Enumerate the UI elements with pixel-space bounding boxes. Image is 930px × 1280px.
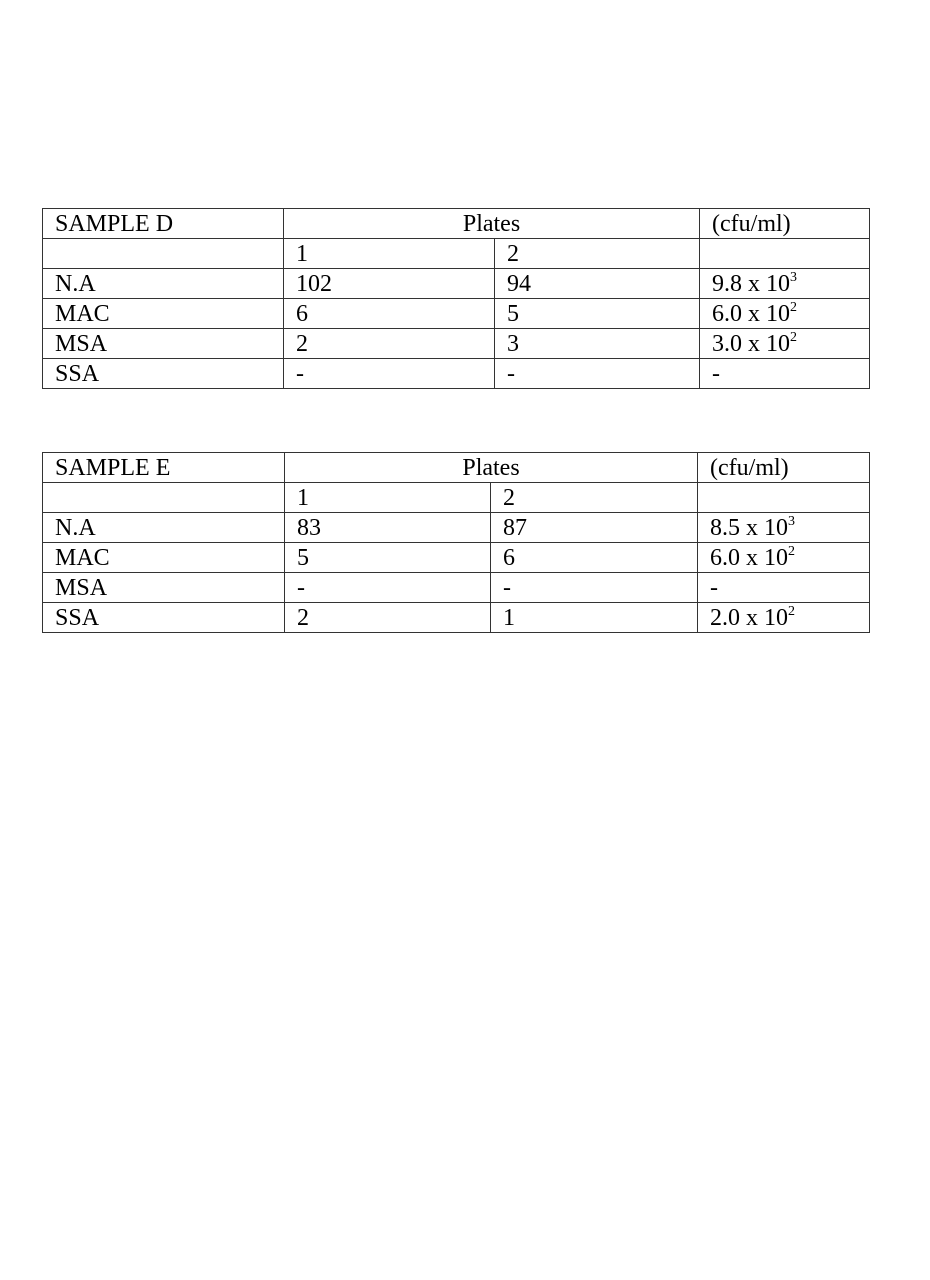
cfu-value bbox=[698, 603, 870, 633]
medium-name: MSA bbox=[43, 573, 285, 603]
empty-cell bbox=[700, 239, 870, 269]
sample-label: SAMPLE D bbox=[43, 209, 284, 239]
table-row bbox=[43, 269, 870, 299]
plate-number-row bbox=[43, 239, 870, 269]
cfu-base: - bbox=[710, 574, 719, 601]
table-row bbox=[43, 299, 870, 329]
plate1-count: 83 bbox=[285, 513, 491, 543]
plate2-count: 87 bbox=[491, 513, 698, 543]
cfu-exponent: 2 bbox=[788, 603, 796, 619]
table-row bbox=[43, 543, 870, 573]
plate1-count: 2 bbox=[284, 329, 495, 359]
cfu-base: - bbox=[712, 360, 721, 387]
cfu-value bbox=[698, 543, 870, 573]
table-row bbox=[43, 513, 870, 543]
sample-label: SAMPLE E bbox=[43, 453, 285, 483]
cfu-base: 8.5 x 10 bbox=[710, 514, 789, 541]
plate2-count: - bbox=[491, 573, 698, 603]
plate-number: 2 bbox=[491, 483, 698, 513]
medium-name: MAC bbox=[43, 299, 284, 329]
cfu-base: 2.0 x 10 bbox=[710, 604, 789, 631]
cfu-value bbox=[700, 359, 870, 389]
plate1-count: - bbox=[284, 359, 495, 389]
cfu-exponent: 2 bbox=[790, 329, 798, 345]
sample-e-table bbox=[42, 452, 870, 633]
cfu-exponent: 2 bbox=[790, 299, 798, 315]
cfu-value bbox=[698, 573, 870, 603]
medium-name: MSA bbox=[43, 329, 284, 359]
medium-name: MAC bbox=[43, 543, 285, 573]
cfu-base: 3.0 x 10 bbox=[712, 330, 791, 357]
plate1-count: - bbox=[285, 573, 491, 603]
medium-name: SSA bbox=[43, 603, 285, 633]
table-row bbox=[43, 603, 870, 633]
plate-number-row bbox=[43, 483, 870, 513]
plates-header: Plates bbox=[285, 453, 698, 483]
cfu-value bbox=[700, 299, 870, 329]
medium-name: N.A bbox=[43, 269, 284, 299]
plate2-count: 1 bbox=[491, 603, 698, 633]
cfu-value bbox=[700, 329, 870, 359]
cfu-value bbox=[700, 269, 870, 299]
medium-name: N.A bbox=[43, 513, 285, 543]
plate2-count: 94 bbox=[495, 269, 700, 299]
table-header-row bbox=[43, 453, 870, 483]
unit-header: (cfu/ml) bbox=[698, 453, 870, 483]
cfu-base: 6.0 x 10 bbox=[712, 300, 791, 327]
cfu-exponent: 3 bbox=[788, 513, 796, 529]
table-header-row bbox=[43, 209, 870, 239]
empty-cell bbox=[698, 483, 870, 513]
plates-header: Plates bbox=[284, 209, 700, 239]
plate1-count: 5 bbox=[285, 543, 491, 573]
plate1-count: 2 bbox=[285, 603, 491, 633]
plate2-count: 3 bbox=[495, 329, 700, 359]
cfu-base: 9.8 x 10 bbox=[712, 270, 791, 297]
cfu-value bbox=[698, 513, 870, 543]
table-row bbox=[43, 329, 870, 359]
empty-cell bbox=[43, 239, 284, 269]
sample-d-table bbox=[42, 208, 870, 389]
plate-number: 2 bbox=[495, 239, 700, 269]
cfu-exponent: 3 bbox=[790, 269, 798, 285]
plate-number: 1 bbox=[284, 239, 495, 269]
cfu-exponent: 2 bbox=[788, 543, 796, 559]
plate1-count: 6 bbox=[284, 299, 495, 329]
table-row bbox=[43, 359, 870, 389]
cfu-base: 6.0 x 10 bbox=[710, 544, 789, 571]
plate1-count: 102 bbox=[284, 269, 495, 299]
table-row bbox=[43, 573, 870, 603]
plate2-count: - bbox=[495, 359, 700, 389]
empty-cell bbox=[43, 483, 285, 513]
plate-number: 1 bbox=[285, 483, 491, 513]
plate2-count: 6 bbox=[491, 543, 698, 573]
plate2-count: 5 bbox=[495, 299, 700, 329]
unit-header: (cfu/ml) bbox=[700, 209, 870, 239]
medium-name: SSA bbox=[43, 359, 284, 389]
